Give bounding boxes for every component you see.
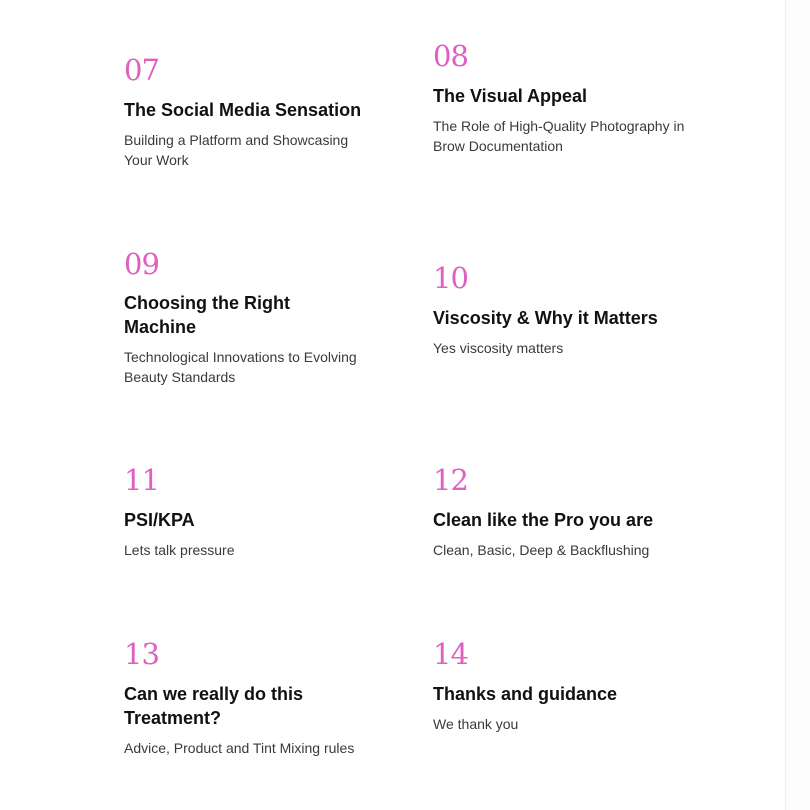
item-title: The Visual Appeal (433, 86, 588, 106)
item-title: PSI/KPA (124, 510, 195, 530)
agenda-item-11 (124, 465, 394, 561)
item-title: The Social Media Sensation (124, 100, 362, 120)
agenda-item-09 (124, 247, 357, 387)
item-number: 10 (433, 261, 468, 295)
item-subtitle: The Role of High-Quality Photography in Brow Documentation (433, 118, 685, 154)
agenda-item-13 (124, 637, 355, 759)
item-subtitle: Advice, Product and Tint Mixing rules (124, 740, 355, 756)
item-number: 11 (124, 463, 159, 497)
item-number: 07 (124, 53, 159, 87)
page-edge-divider (785, 0, 810, 810)
item-number: 09 (124, 247, 159, 281)
agenda-item-10 (433, 263, 693, 359)
item-title: Choosing the Right Machine (124, 293, 290, 337)
agenda-item-12 (433, 465, 703, 561)
item-number: 14 (433, 637, 468, 671)
item-subtitle: Yes viscosity matters (433, 340, 564, 356)
item-number: 13 (124, 637, 159, 671)
item-title: Thanks and guidance (433, 684, 618, 704)
item-title: Viscosity & Why it Matters (433, 308, 658, 328)
item-subtitle: Technological Innovations to Evolving Beauty Standards (124, 349, 357, 385)
agenda-item-14 (433, 639, 703, 735)
agenda-item-08 (433, 41, 693, 156)
item-subtitle: Clean, Basic, Deep & Backflushing (433, 542, 650, 558)
item-subtitle: Lets talk pressure (124, 542, 235, 558)
item-subtitle: Building a Platform and Showcasing Your Work (124, 132, 349, 168)
agenda-item-07 (124, 55, 379, 170)
item-number: 08 (433, 39, 468, 73)
item-subtitle: We thank you (433, 716, 519, 732)
item-title: Clean like the Pro you are (433, 510, 654, 530)
item-title: Can we really do this Treatment? (124, 684, 304, 728)
item-number: 12 (433, 463, 468, 497)
